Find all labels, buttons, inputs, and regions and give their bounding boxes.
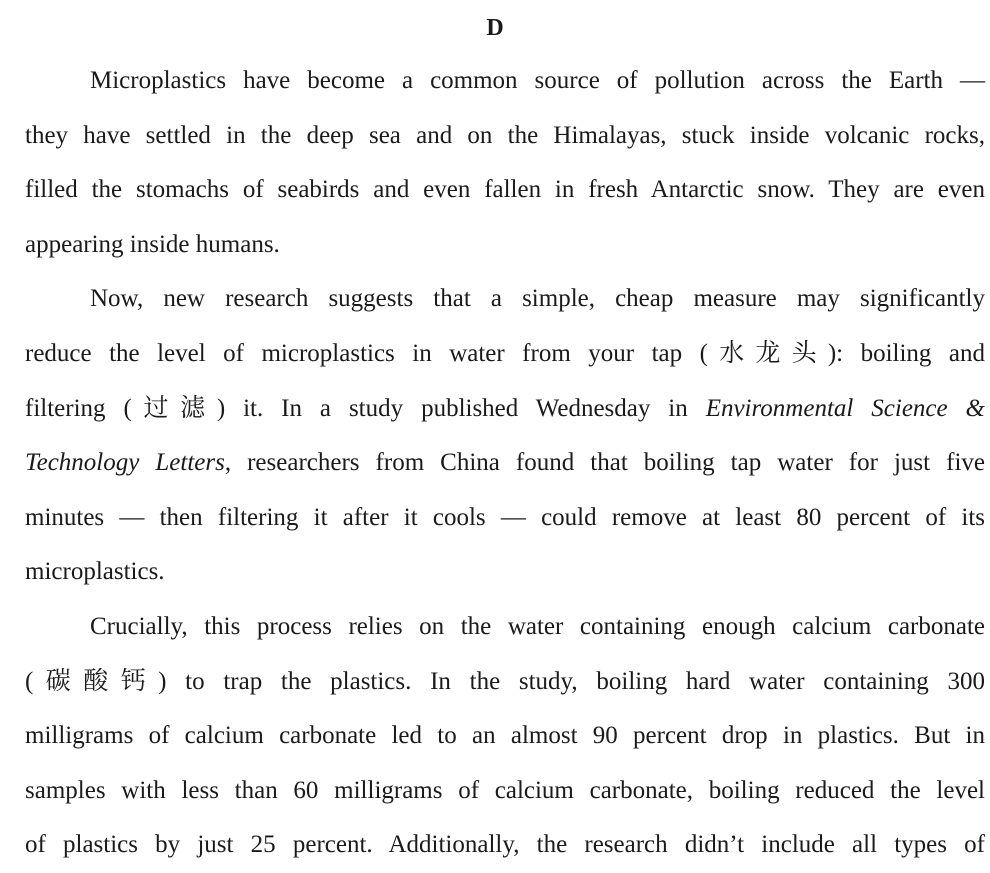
paragraph-3 — [25, 600, 985, 873]
paragraph-2 — [25, 272, 985, 600]
journal-name-part: Environmental Science & — [705, 394, 985, 422]
paragraph-line: filled the stomachs of seabirds and even fallen in fresh Antarctic snow. They are even — [25, 176, 985, 204]
paragraph-line: minutes — then filtering it after it cools — could remove at least 80 percent of its — [25, 503, 985, 531]
paragraph-line: reduce the level of microplastics in water from your tap (水龙头): boiling and — [25, 339, 985, 367]
paragraph-1 — [25, 54, 985, 272]
paragraph-line: Microplastics have become a common source of pollution across the Earth — — [90, 67, 985, 94]
document-page — [25, 0, 985, 873]
paragraph-line: microplastics. — [25, 558, 165, 586]
paragraph-line: (碳酸钙) to trap the plastics. In the study, boiling hard water containing 300 — [25, 667, 985, 695]
paragraph-line: Now, new research suggests that a simple, cheap measure may significantly — [90, 285, 985, 313]
paragraph-line: milligrams of calcium carbonate led to an almost 90 percent drop in plastics. But in — [25, 722, 985, 750]
paragraph-text: filtering (过滤) it. In a study published Wednesday in — [25, 394, 706, 422]
paragraph-line: samples with less than 60 milligrams of calcium carbonate, boiling reduced the level — [25, 776, 985, 804]
paragraph-line: appearing inside humans. — [25, 230, 280, 258]
paragraph-line: of plastics by just 25 percent. Additionally, the research didn’t include all types of — [25, 831, 985, 859]
paragraph-line — [25, 436, 985, 491]
paragraph-line: they have settled in the deep sea and on the Himalayas, stuck inside volcanic rocks, — [25, 121, 985, 149]
section-heading: D — [486, 15, 504, 41]
paragraph-text: , researchers from China found that boiling tap water for just five — [224, 449, 985, 477]
journal-name-part: Technology Letters — [25, 449, 225, 477]
paragraph-line: Crucially, this process relies on the water containing enough calcium carbonate — [90, 612, 985, 640]
passage — [25, 54, 985, 873]
paragraph-line — [25, 382, 985, 437]
